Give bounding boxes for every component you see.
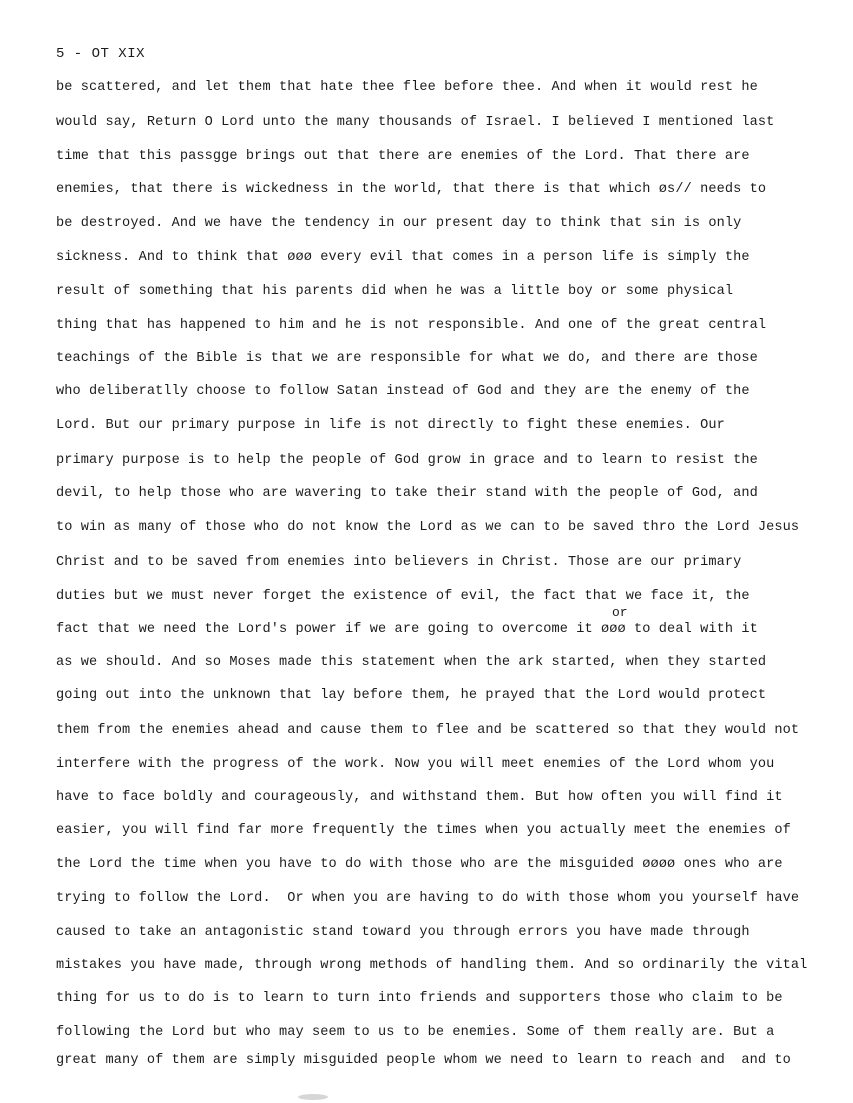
text-line: Lord. But our primary purpose in life is not directly to fight these enemies. Our <box>56 418 725 433</box>
text-line: would say, Return O Lord unto the many thousands of Israel. I believed I mentioned last <box>56 115 775 130</box>
text-line: result of something that his parents did when he was a little boy or some physical <box>56 284 734 299</box>
page-header: 5 - OT XIX <box>56 46 146 62</box>
scan-smudge <box>298 1094 328 1100</box>
text-line: enemies, that there is wickedness in the world, that there is that which øs// needs to <box>56 182 767 197</box>
text-line: have to face boldly and courageously, and withstand them. But how often you will find it <box>56 790 783 805</box>
text-line: great many of them are simply misguided people whom we need to learn to reach and and to <box>56 1053 791 1068</box>
text-line: them from the enemies ahead and cause them to flee and be scattered so that they would not <box>56 723 800 738</box>
text-line: mistakes you have made, through wrong methods of handling them. And so ordinarily the vital <box>56 958 808 973</box>
text-line: the Lord the time when you have to do with those who are the misguided øøøø ones who are <box>56 857 783 872</box>
text-line: Christ and to be saved from enemies into believers in Christ. Those are our primary <box>56 555 742 570</box>
text-line: primary purpose is to help the people of God grow in grace and to learn to resist the <box>56 453 758 468</box>
text-line: following the Lord but who may seem to us to be enemies. Some of them really are. But a <box>56 1025 775 1040</box>
text-line: interfere with the progress of the work. Now you will meet enemies of the Lord whom you <box>56 757 775 772</box>
text-line: sickness. And to think that øøø every evil that comes in a person life is simply the <box>56 250 750 265</box>
text-line: teachings of the Bible is that we are responsible for what we do, and there are those <box>56 351 758 366</box>
text-line: to win as many of those who do not know the Lord as we can to be saved thro the Lord Jesus <box>56 520 800 535</box>
text-line: thing for us to do is to learn to turn into friends and supporters those who claim to be <box>56 991 783 1006</box>
text-line: who deliberatlly choose to follow Satan instead of God and they are the enemy of the <box>56 384 750 399</box>
interlinear-correction: or <box>612 605 628 620</box>
text-line: easier, you will find far more frequently the times when you actually meet the enemies of <box>56 823 791 838</box>
text-line: thing that has happened to him and he is not responsible. And one of the great central <box>56 318 767 333</box>
text-line: duties but we must never forget the existence of evil, the fact that we face it, the <box>56 589 750 604</box>
text-line: as we should. And so Moses made this statement when the ark started, when they started <box>56 655 767 670</box>
text-line: caused to take an antagonistic stand toward you through errors you have made through <box>56 925 750 940</box>
text-line: time that this passgge brings out that there are enemies of the Lord. That there are <box>56 149 750 164</box>
text-line: be destroyed. And we have the tendency in our present day to think that sin is only <box>56 216 742 231</box>
text-line: be scattered, and let them that hate thee flee before thee. And when it would rest he <box>56 80 758 95</box>
text-line: devil, to help those who are wavering to take their stand with the people of God, and <box>56 486 758 501</box>
text-line: trying to follow the Lord. Or when you are having to do with those whom you yourself have <box>56 891 800 906</box>
text-line: going out into the unknown that lay before them, he prayed that the Lord would protect <box>56 688 767 703</box>
text-line: fact that we need the Lord's power if we are going to overcome it øøø to deal with it <box>56 622 758 637</box>
